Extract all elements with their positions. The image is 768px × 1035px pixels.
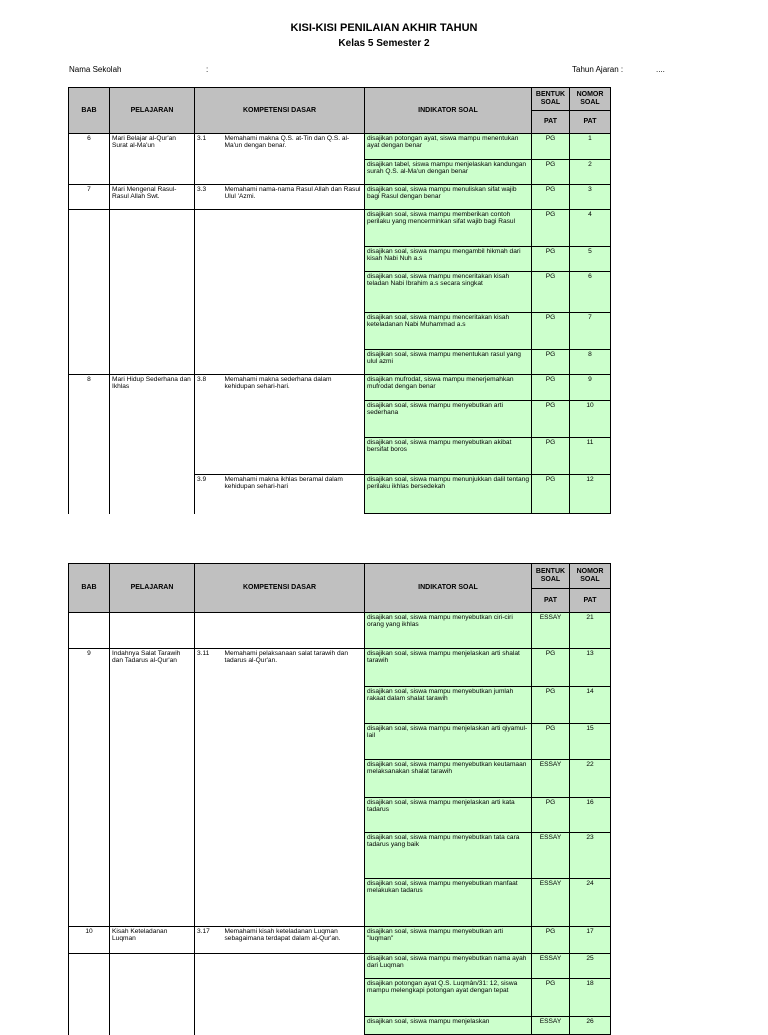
kompetensi-dasar-cell <box>223 833 365 879</box>
table-row <box>69 475 611 514</box>
table-row <box>69 724 611 760</box>
indikator-soal-cell: disajikan tabel, siswa mampu menjelaskan kandungan surah Q.S. al-Ma'un dengan benar <box>365 160 532 185</box>
kompetensi-dasar-cell <box>223 272 365 313</box>
bentuk-soal-cell: PG <box>532 247 570 272</box>
nomor-soal-cell: 9 <box>570 375 611 401</box>
bentuk-soal-cell: PG <box>532 401 570 438</box>
bab-cell <box>69 760 110 798</box>
bab-cell: 7 <box>69 185 110 210</box>
nomor-soal-cell: 25 <box>570 954 611 979</box>
header-bentuk-soal: BENTUK SOAL <box>532 564 570 589</box>
kd-number-cell <box>195 247 223 272</box>
pelajaran-cell <box>110 313 195 350</box>
kd-number-cell: 3.9 <box>195 475 223 514</box>
bentuk-soal-cell: ESSAY <box>532 954 570 979</box>
table-1-body <box>69 134 611 514</box>
table-row <box>69 375 611 401</box>
bentuk-soal-cell: PG <box>532 160 570 185</box>
indikator-soal-cell: disajikan potongan ayat, siswa mampu menentukan ayat dengan benar <box>365 134 532 160</box>
indikator-soal-cell: disajikan soal, siswa mampu menjelaskan arti qiyamul-lail <box>365 724 532 760</box>
kompetensi-dasar-cell <box>223 613 365 649</box>
pelajaran-cell <box>110 979 195 1017</box>
header-kompetensi-dasar: KOMPETENSI DASAR <box>195 564 365 613</box>
table-2-body <box>69 613 611 1035</box>
kompetensi-dasar-cell <box>223 438 365 475</box>
header-nomor-soal: NOMOR SOAL <box>570 88 611 111</box>
nomor-soal-cell: 14 <box>570 687 611 724</box>
kompetensi-dasar-cell <box>223 401 365 438</box>
table-row <box>69 134 611 160</box>
indikator-soal-cell: disajikan soal, siswa mampu mengambil hikmah dari kisah Nabi Nuh a.s <box>365 247 532 272</box>
bentuk-soal-cell: PG <box>532 210 570 247</box>
header-pelajaran: PELAJARAN <box>110 564 195 613</box>
kd-number-cell <box>195 350 223 375</box>
kompetensi-dasar-cell: Memahami makna ikhlas beramal dalam kehidupan sehari-hari <box>223 475 365 514</box>
kd-number-cell <box>195 438 223 475</box>
kd-number-cell: 3.8 <box>195 375 223 401</box>
nomor-soal-cell: 18 <box>570 979 611 1017</box>
header-bab: BAB <box>69 88 110 134</box>
header-pat-nomor: PAT <box>570 589 611 613</box>
kompetensi-dasar-cell <box>223 160 365 185</box>
nomor-soal-cell: 16 <box>570 798 611 833</box>
bab-cell <box>69 210 110 247</box>
pelajaran-cell <box>110 798 195 833</box>
kompetensi-dasar-cell <box>223 954 365 979</box>
table-row <box>69 833 611 879</box>
bab-cell <box>69 687 110 724</box>
bab-cell <box>69 954 110 979</box>
bentuk-soal-cell: PG <box>532 798 570 833</box>
kd-number-cell <box>195 724 223 760</box>
pelajaran-cell: Mari Belajar al-Qur'an Surat al-Ma'un <box>110 134 195 160</box>
header-pat-bentuk: PAT <box>532 589 570 613</box>
bab-cell <box>69 833 110 879</box>
kompetensi-dasar-cell <box>223 760 365 798</box>
indikator-soal-cell: disajikan soal, siswa mampu menyebutkan keutamaan melaksanakan shalat tarawih <box>365 760 532 798</box>
table-row <box>69 272 611 313</box>
table-row <box>69 979 611 1017</box>
bab-cell: 6 <box>69 134 110 160</box>
table-row <box>69 760 611 798</box>
table-row <box>69 247 611 272</box>
pelajaran-cell <box>110 438 195 475</box>
bentuk-soal-cell: PG <box>532 649 570 687</box>
nomor-soal-cell: 21 <box>570 613 611 649</box>
bab-cell <box>69 879 110 927</box>
nomor-soal-cell: 7 <box>570 313 611 350</box>
bentuk-soal-cell: PG <box>532 724 570 760</box>
table-row <box>69 1017 611 1035</box>
school-name-label: Nama Sekolah <box>69 65 122 74</box>
table-row <box>69 798 611 833</box>
indikator-soal-cell: disajikan soal, siswa mampu menyebutkan arti sederhana <box>365 401 532 438</box>
kd-number-cell <box>195 954 223 979</box>
pelajaran-cell: Mari Mengenal Rasul-Rasul Allah Swt. <box>110 185 195 210</box>
nomor-soal-cell: 1 <box>570 134 611 160</box>
nomor-soal-cell: 24 <box>570 879 611 927</box>
pelajaran-cell <box>110 272 195 313</box>
bab-cell <box>69 613 110 649</box>
bentuk-soal-cell: PG <box>532 927 570 954</box>
kd-number-cell <box>195 401 223 438</box>
bab-cell <box>69 979 110 1017</box>
pelajaran-cell <box>110 1017 195 1035</box>
bab-cell <box>69 401 110 438</box>
pelajaran-cell <box>110 160 195 185</box>
indikator-soal-cell: disajikan soal, siswa mampu memberikan contoh perilaku yang mencerminkan sifat wajib bagi Rasul <box>365 210 532 247</box>
kompetensi-dasar-cell: Memahami makna Q.S. at-Tin dan Q.S. al-Ma'un dengan benar. <box>223 134 365 160</box>
header-pelajaran: PELAJARAN <box>110 88 195 134</box>
header-indikator-soal: INDIKATOR SOAL <box>365 88 532 134</box>
document-title: KISI-KISI PENILAIAN AKHIR TAHUN <box>290 22 478 34</box>
nomor-soal-cell: 22 <box>570 760 611 798</box>
bentuk-soal-cell: PG <box>532 272 570 313</box>
table-row <box>69 879 611 927</box>
pelajaran-cell <box>110 760 195 798</box>
bentuk-soal-cell: PG <box>532 134 570 160</box>
kd-number-cell <box>195 798 223 833</box>
kd-number-cell: 3.11 <box>195 649 223 687</box>
kd-number-cell: 3.3 <box>195 185 223 210</box>
kompetensi-dasar-cell: Memahami pelaksanaan salat tarawih dan tadarus al-Qur'an. <box>223 649 365 687</box>
kompetensi-dasar-cell: Memahami makna sederhana dalam kehidupan sehari-hari. <box>223 375 365 401</box>
bab-cell <box>69 798 110 833</box>
bentuk-soal-cell: PG <box>532 475 570 514</box>
nomor-soal-cell: 3 <box>570 185 611 210</box>
indikator-soal-cell: disajikan soal, siswa mampu menyebutkan manfaat melakukan tadarus <box>365 879 532 927</box>
pelajaran-cell: Indahnya Salat Tarawih dan Tadarus al-Qur'an <box>110 649 195 687</box>
school-year-label: Tahun Ajaran : <box>572 65 624 74</box>
kd-number-cell <box>195 760 223 798</box>
bentuk-soal-cell: ESSAY <box>532 613 570 649</box>
table-row <box>69 687 611 724</box>
kompetensi-dasar-cell <box>223 724 365 760</box>
nomor-soal-cell: 5 <box>570 247 611 272</box>
kompetensi-dasar-cell: Memahami kisah keteladanan Luqman sebagaimana terdapat dalam al-Qur'an. <box>223 927 365 954</box>
indikator-soal-cell: disajikan soal, siswa mampu menyebutkan arti "luqman" <box>365 927 532 954</box>
pelajaran-cell <box>110 879 195 927</box>
pelajaran-cell <box>110 350 195 375</box>
table-row <box>69 210 611 247</box>
table-row <box>69 438 611 475</box>
pelajaran-cell <box>110 613 195 649</box>
nomor-soal-cell: 8 <box>570 350 611 375</box>
bentuk-soal-cell: ESSAY <box>532 1017 570 1035</box>
pelajaran-cell: Kisah Keteladanan Luqman <box>110 927 195 954</box>
nomor-soal-cell: 26 <box>570 1017 611 1035</box>
kompetensi-dasar-cell <box>223 687 365 724</box>
kompetensi-dasar-cell <box>223 879 365 927</box>
kompetensi-dasar-cell <box>223 247 365 272</box>
table-row <box>69 401 611 438</box>
table-row <box>69 160 611 185</box>
bab-cell <box>69 313 110 350</box>
indikator-soal-cell: disajikan soal, siswa mampu menyebutkan ciri-ciri orang yang ikhlas <box>365 613 532 649</box>
table-row <box>69 313 611 350</box>
pelajaran-cell <box>110 724 195 760</box>
header-bab: BAB <box>69 564 110 613</box>
table-row <box>69 350 611 375</box>
header-indikator-soal: INDIKATOR SOAL <box>365 564 532 613</box>
table-row <box>69 927 611 954</box>
pelajaran-cell <box>110 401 195 438</box>
indikator-soal-cell: disajikan soal, siswa mampu menjelaskan <box>365 1017 532 1035</box>
indikator-soal-cell: disajikan mufrodat, siswa mampu menerjemahkan mufrodat dengan benar <box>365 375 532 401</box>
bab-cell <box>69 247 110 272</box>
bab-cell: 9 <box>69 649 110 687</box>
kd-number-cell <box>195 210 223 247</box>
bentuk-soal-cell: ESSAY <box>532 879 570 927</box>
bentuk-soal-cell: ESSAY <box>532 760 570 798</box>
kd-number-cell <box>195 613 223 649</box>
kd-number-cell <box>195 272 223 313</box>
bentuk-soal-cell: PG <box>532 687 570 724</box>
school-name-colon: : <box>206 65 209 74</box>
indikator-soal-cell: disajikan soal, siswa mampu menyebutkan nama ayah dari Luqman <box>365 954 532 979</box>
nomor-soal-cell: 15 <box>570 724 611 760</box>
bab-cell: 10 <box>69 927 110 954</box>
header-pat-bentuk: PAT <box>532 111 570 134</box>
bentuk-soal-cell: PG <box>532 979 570 1017</box>
kd-number-cell <box>195 979 223 1017</box>
nomor-soal-cell: 17 <box>570 927 611 954</box>
nomor-soal-cell: 4 <box>570 210 611 247</box>
kd-number-cell: 3.17 <box>195 927 223 954</box>
header-nomor-soal: NOMOR SOAL <box>570 564 611 589</box>
bentuk-soal-cell: PG <box>532 185 570 210</box>
table-row <box>69 185 611 210</box>
kisi-table-2 <box>68 563 611 1035</box>
header-pat-nomor: PAT <box>570 111 611 134</box>
header-kompetensi-dasar: KOMPETENSI DASAR <box>195 88 365 134</box>
indikator-soal-cell: disajikan soal, siswa mampu menjelaskan arti kata tadarus <box>365 798 532 833</box>
pelajaran-cell <box>110 210 195 247</box>
indikator-soal-cell: disajikan soal, siswa mampu menjelaskan arti shalat tarawih <box>365 649 532 687</box>
header-bentuk-soal: BENTUK SOAL <box>532 88 570 111</box>
kd-number-cell <box>195 687 223 724</box>
indikator-soal-cell: disajikan soal, siswa mampu menyebutkan jumlah rakaat dalam shalat tarawih <box>365 687 532 724</box>
kd-number-cell <box>195 879 223 927</box>
nomor-soal-cell: 6 <box>570 272 611 313</box>
indikator-soal-cell: disajikan potongan ayat Q.S. Luqmân/31: 12, siswa mampu melengkapi potongan ayat dengan tepat <box>365 979 532 1017</box>
bentuk-soal-cell: PG <box>532 438 570 475</box>
kompetensi-dasar-cell <box>223 1017 365 1035</box>
bab-cell <box>69 350 110 375</box>
kd-number-cell <box>195 313 223 350</box>
nomor-soal-cell: 2 <box>570 160 611 185</box>
indikator-soal-cell: disajikan soal, siswa mampu menceritakan kisah keteladanan Nabi Muhammad a.s <box>365 313 532 350</box>
kd-number-cell <box>195 833 223 879</box>
nomor-soal-cell: 13 <box>570 649 611 687</box>
pelajaran-cell: Mari Hidup Sederhana dan Ikhlas <box>110 375 195 401</box>
kisi-table-1 <box>68 87 611 514</box>
nomor-soal-cell: 12 <box>570 475 611 514</box>
bentuk-soal-cell: PG <box>532 375 570 401</box>
kompetensi-dasar-cell <box>223 210 365 247</box>
school-year-value: .... <box>656 65 665 74</box>
indikator-soal-cell: disajikan soal, siswa mampu menuliskan sifat wajib bagi Rasul dengan benar <box>365 185 532 210</box>
nomor-soal-cell: 10 <box>570 401 611 438</box>
indikator-soal-cell: disajikan soal, siswa mampu menceritakan kisah teladan Nabi Ibrahim a.s secara singkat <box>365 272 532 313</box>
pelajaran-cell <box>110 687 195 724</box>
bab-cell <box>69 438 110 475</box>
document-subtitle: Kelas 5 Semester 2 <box>338 38 430 49</box>
kompetensi-dasar-cell <box>223 313 365 350</box>
bentuk-soal-cell: ESSAY <box>532 833 570 879</box>
bab-cell <box>69 1017 110 1035</box>
nomor-soal-cell: 23 <box>570 833 611 879</box>
kompetensi-dasar-cell <box>223 350 365 375</box>
pelajaran-cell <box>110 475 195 514</box>
indikator-soal-cell: disajikan soal, siswa mampu menyebutkan tata cara tadarus yang baik <box>365 833 532 879</box>
pelajaran-cell <box>110 833 195 879</box>
kompetensi-dasar-cell: Memahami nama-nama Rasul Allah dan Rasul Ulul 'Azmi. <box>223 185 365 210</box>
pelajaran-cell <box>110 954 195 979</box>
table-row <box>69 649 611 687</box>
bab-cell <box>69 160 110 185</box>
pelajaran-cell <box>110 247 195 272</box>
bab-cell <box>69 272 110 313</box>
bentuk-soal-cell: PG <box>532 313 570 350</box>
bab-cell <box>69 475 110 514</box>
nomor-soal-cell: 11 <box>570 438 611 475</box>
indikator-soal-cell: disajikan soal, siswa mampu menentukan rasul yang ulul azmi <box>365 350 532 375</box>
bentuk-soal-cell: PG <box>532 350 570 375</box>
bab-cell <box>69 724 110 760</box>
indikator-soal-cell: disajikan soal, siswa mampu menunjukkan dalil tentang perilaku ikhlas bersedekah <box>365 475 532 514</box>
kompetensi-dasar-cell <box>223 798 365 833</box>
kd-number-cell <box>195 1017 223 1035</box>
table-row <box>69 613 611 649</box>
bab-cell: 8 <box>69 375 110 401</box>
table-row <box>69 954 611 979</box>
kd-number-cell: 3.1 <box>195 134 223 160</box>
indikator-soal-cell: disajikan soal, siswa mampu menyebutkan akibat bersifat boros <box>365 438 532 475</box>
kd-number-cell <box>195 160 223 185</box>
kompetensi-dasar-cell <box>223 979 365 1017</box>
